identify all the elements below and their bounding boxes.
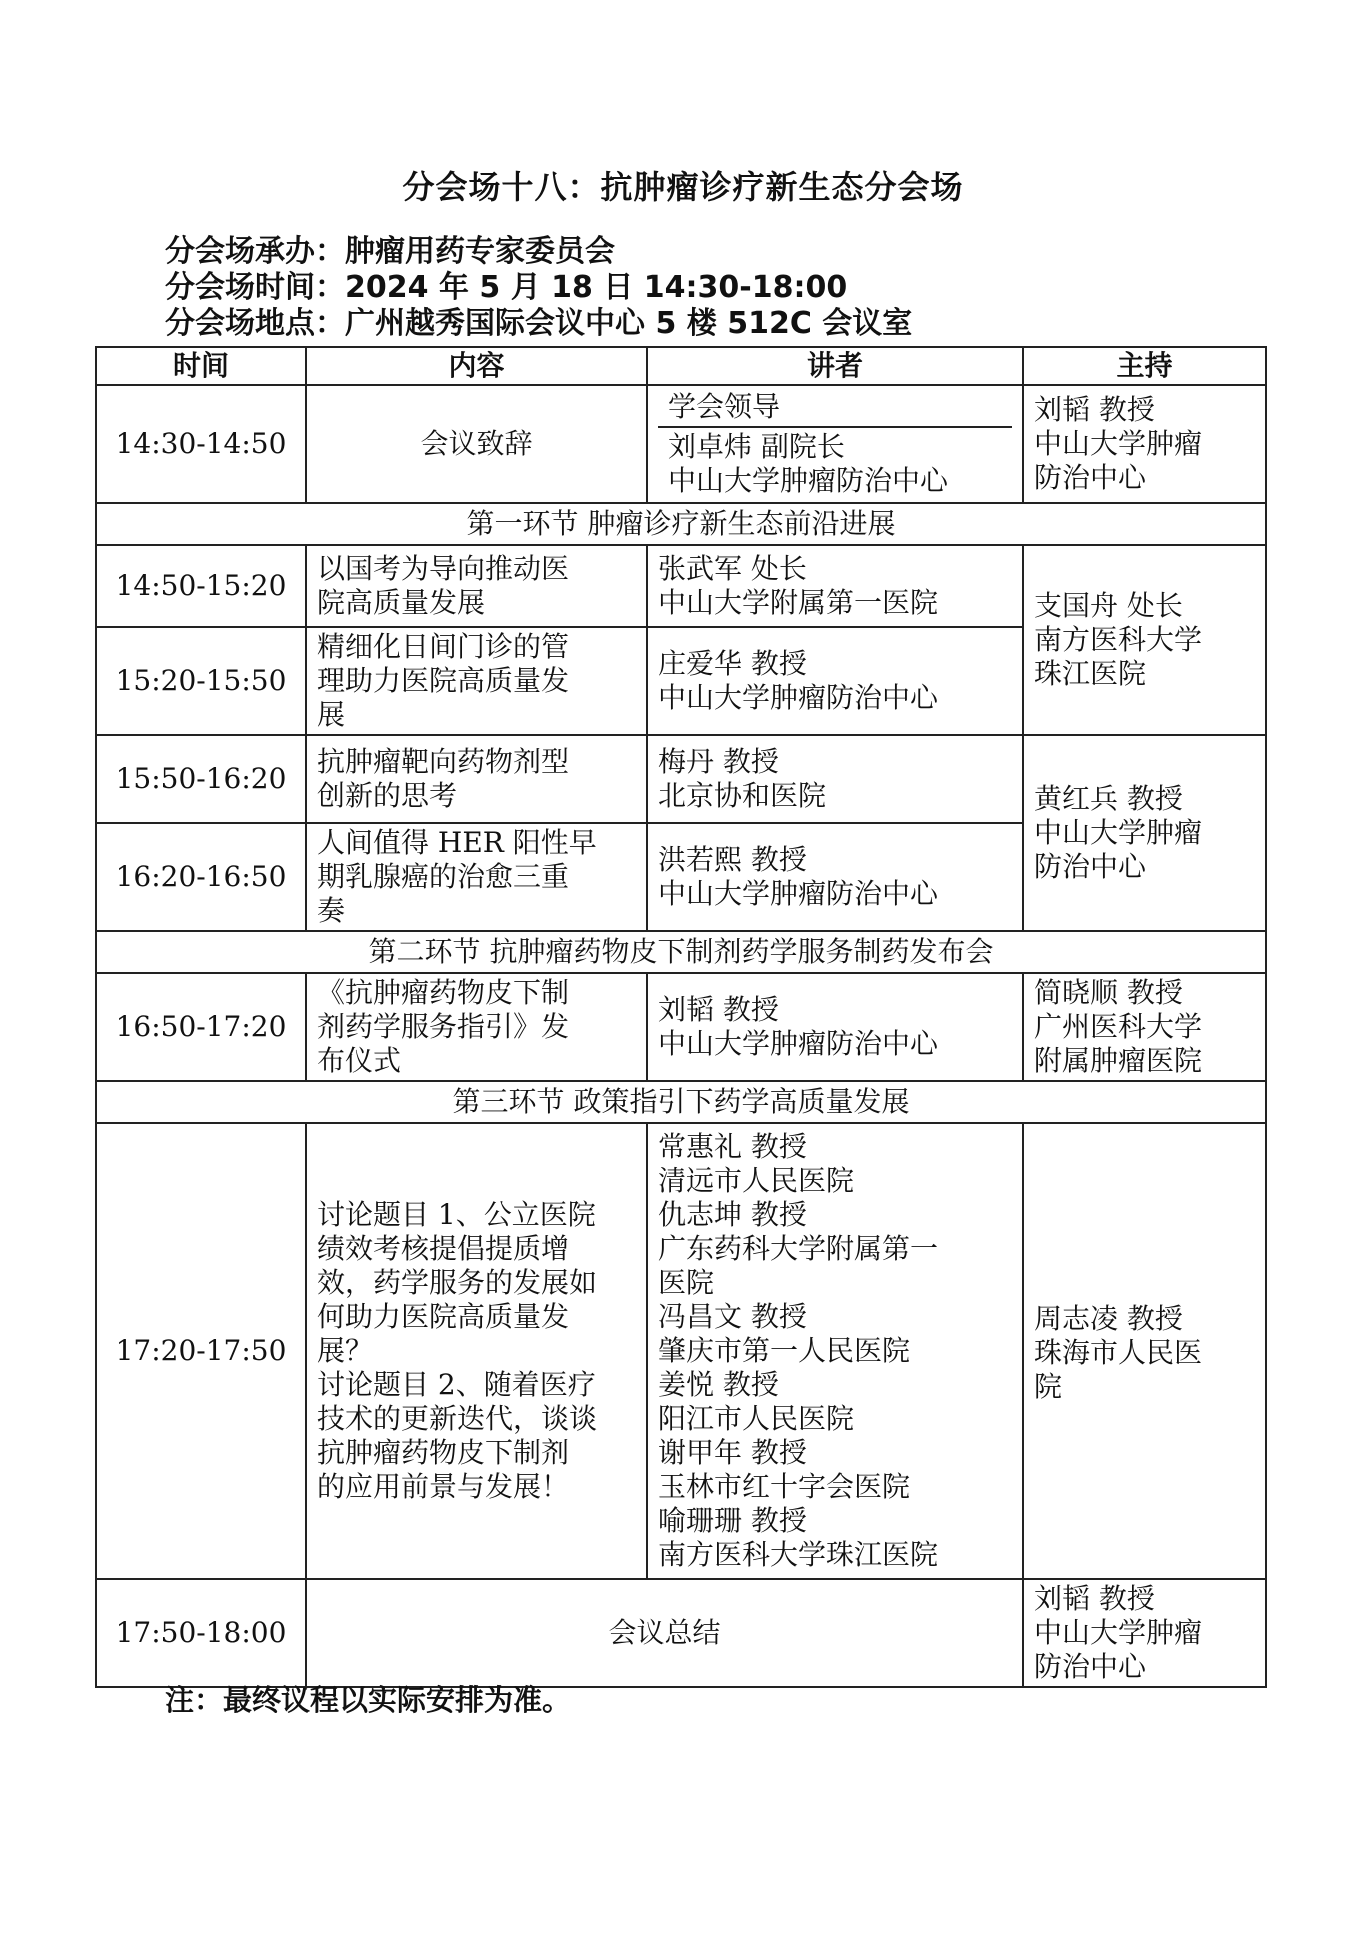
row-content bbox=[306, 823, 647, 931]
row-host bbox=[1023, 735, 1266, 931]
content-line: 讨论题目 1、公立医院 bbox=[317, 1198, 596, 1231]
content-line: 创新的思考 bbox=[317, 779, 458, 812]
host-line: 珠海市人民医 bbox=[1034, 1336, 1203, 1369]
section-row bbox=[96, 503, 1266, 545]
row-time: 14:50-15:20 bbox=[96, 545, 306, 627]
speaker-line: 庄爱华 教授 bbox=[658, 647, 807, 680]
content-line: 讨论题目 2、随着医疗 bbox=[317, 1368, 596, 1401]
row-content: 会议总结 bbox=[306, 1579, 1023, 1687]
table-row bbox=[96, 1579, 1266, 1687]
content-line: 布仪式 bbox=[317, 1044, 402, 1077]
host-line: 黄红兵 教授 bbox=[1034, 782, 1183, 815]
content-line: 展？ bbox=[317, 1334, 374, 1367]
row-speaker bbox=[647, 627, 1023, 735]
host-line: 防治中心 bbox=[1034, 850, 1147, 883]
info-time-value: 2024 年 5 月 18 日 14:30-18:00 bbox=[345, 270, 848, 305]
host-line: 防治中心 bbox=[1034, 1650, 1147, 1683]
speaker-line: 中山大学肿瘤防治中心 bbox=[658, 681, 939, 714]
content-line: 人间值得 HER 阳性早 bbox=[317, 826, 597, 859]
row-host bbox=[1023, 973, 1266, 1081]
table-row bbox=[96, 545, 1266, 627]
speaker-line: 阳江市人民医院 bbox=[658, 1402, 855, 1435]
host-line: 南方医科大学 bbox=[1034, 623, 1203, 656]
host-line: 刘韬 教授 bbox=[1034, 393, 1155, 426]
speaker-line: 梅丹 教授 bbox=[658, 745, 779, 778]
content-line: 奏 bbox=[317, 894, 346, 927]
row-content: 会议致辞 bbox=[306, 385, 647, 503]
table-header-row bbox=[96, 347, 1266, 385]
info-location-value: 广州越秀国际会议中心 5 楼 512C 会议室 bbox=[345, 306, 913, 341]
speaker-line: 中山大学附属第一医院 bbox=[658, 586, 939, 619]
speaker-block bbox=[658, 426, 1012, 500]
row-speaker bbox=[647, 823, 1023, 931]
content-line: 抗肿瘤靶向药物剂型 bbox=[317, 745, 570, 778]
row-speaker bbox=[647, 1123, 1023, 1579]
speaker-line: 常惠礼 教授 bbox=[658, 1130, 807, 1163]
info-location bbox=[165, 306, 912, 342]
speaker-line: 清远市人民医院 bbox=[658, 1164, 855, 1197]
header-time: 时间 bbox=[96, 347, 306, 385]
speaker-line: 医院 bbox=[658, 1266, 715, 1299]
section-row bbox=[96, 1081, 1266, 1123]
row-speaker bbox=[647, 385, 1023, 503]
content-line: 期乳腺癌的治愈三重 bbox=[317, 860, 570, 893]
header-speaker: 讲者 bbox=[647, 347, 1023, 385]
host-line: 中山大学肿瘤 bbox=[1034, 816, 1203, 849]
content-line: 效，药学服务的发展如 bbox=[317, 1266, 598, 1299]
table-row bbox=[96, 735, 1266, 823]
row-content bbox=[306, 973, 647, 1081]
speaker-line: 喻珊珊 教授 bbox=[658, 1504, 807, 1537]
row-host bbox=[1023, 1123, 1266, 1579]
speaker-line: 谢甲年 教授 bbox=[658, 1436, 807, 1469]
speaker-line: 刘卓炜 副院长 bbox=[668, 430, 845, 463]
footnote: 注：最终议程以实际安排为准。 bbox=[165, 1683, 572, 1717]
row-speaker bbox=[647, 973, 1023, 1081]
section-row bbox=[96, 931, 1266, 973]
row-content bbox=[306, 735, 647, 823]
row-content bbox=[306, 1123, 647, 1579]
header-content: 内容 bbox=[306, 347, 647, 385]
content-line: 展 bbox=[317, 698, 346, 731]
info-location-label: 分会场地点： bbox=[165, 306, 345, 341]
speaker-line: 张武军 处长 bbox=[658, 552, 807, 585]
speaker-line: 姜悦 教授 bbox=[658, 1368, 779, 1401]
section-title: 第一环节 肿瘤诊疗新生态前沿进展 bbox=[96, 503, 1266, 545]
speaker-line: 玉林市红十字会医院 bbox=[658, 1470, 911, 1503]
row-time: 17:20-17:50 bbox=[96, 1123, 306, 1579]
page-title: 分会场十八：抗肿瘤诊疗新生态分会场 bbox=[402, 168, 964, 206]
host-line: 附属肿瘤医院 bbox=[1034, 1044, 1203, 1077]
table-row bbox=[96, 1123, 1266, 1579]
speaker-line: 广东药科大学附属第一 bbox=[658, 1232, 939, 1265]
row-time: 15:20-15:50 bbox=[96, 627, 306, 735]
header-host: 主持 bbox=[1023, 347, 1266, 385]
row-content bbox=[306, 627, 647, 735]
content-line: 剂药学服务指引》发 bbox=[317, 1010, 570, 1043]
content-line: 以国考为导向推动医 bbox=[317, 552, 570, 585]
row-time: 17:50-18:00 bbox=[96, 1579, 306, 1687]
host-line: 中山大学肿瘤 bbox=[1034, 427, 1203, 460]
row-host bbox=[1023, 385, 1266, 503]
content-line: 院高质量发展 bbox=[317, 586, 486, 619]
info-time-label: 分会场时间： bbox=[165, 270, 345, 305]
agenda-table bbox=[95, 346, 1267, 1688]
speaker-line: 学会领导 bbox=[668, 390, 781, 423]
row-time: 16:50-17:20 bbox=[96, 973, 306, 1081]
row-time: 14:30-14:50 bbox=[96, 385, 306, 503]
info-organizer-label: 分会场承办： bbox=[165, 234, 345, 269]
speaker-line: 南方医科大学珠江医院 bbox=[658, 1538, 939, 1571]
host-line: 简晓顺 教授 bbox=[1034, 976, 1183, 1009]
row-host bbox=[1023, 1579, 1266, 1687]
row-time: 16:20-16:50 bbox=[96, 823, 306, 931]
info-organizer bbox=[165, 234, 615, 270]
row-speaker bbox=[647, 735, 1023, 823]
section-title: 第二环节 抗肿瘤药物皮下制剂药学服务制药发布会 bbox=[96, 931, 1266, 973]
host-line: 刘韬 教授 bbox=[1034, 1582, 1155, 1615]
content-line: 技术的更新迭代，谈谈 bbox=[317, 1402, 598, 1435]
section-title: 第三环节 政策指引下药学高质量发展 bbox=[96, 1081, 1266, 1123]
content-line: 的应用前景与发展！ bbox=[317, 1470, 570, 1503]
speaker-line: 中山大学肿瘤防治中心 bbox=[658, 1027, 939, 1060]
host-line: 支国舟 处长 bbox=[1034, 589, 1183, 622]
speaker-line: 刘韬 教授 bbox=[658, 993, 779, 1026]
speaker-line: 肇庆市第一人民医院 bbox=[658, 1334, 911, 1367]
host-line: 院 bbox=[1034, 1370, 1063, 1403]
host-line: 中山大学肿瘤 bbox=[1034, 1616, 1203, 1649]
host-line: 防治中心 bbox=[1034, 461, 1147, 494]
info-organizer-value: 肿瘤用药专家委员会 bbox=[345, 234, 615, 269]
speaker-line: 中山大学肿瘤防治中心 bbox=[668, 464, 949, 497]
content-line: 绩效考核提倡提质增 bbox=[317, 1232, 570, 1265]
content-line: 精细化日间门诊的管 bbox=[317, 630, 570, 663]
info-time bbox=[165, 270, 847, 306]
table-row bbox=[96, 973, 1266, 1081]
host-line: 珠江医院 bbox=[1034, 657, 1147, 690]
speaker-line: 冯昌文 教授 bbox=[658, 1300, 807, 1333]
content-line: 理助力医院高质量发 bbox=[317, 664, 570, 697]
speaker-block bbox=[658, 388, 1012, 426]
content-line: 何助力医院高质量发 bbox=[317, 1300, 570, 1333]
content-line: 《抗肿瘤药物皮下制 bbox=[317, 976, 570, 1009]
host-line: 周志凌 教授 bbox=[1034, 1302, 1183, 1335]
row-time: 15:50-16:20 bbox=[96, 735, 306, 823]
row-speaker bbox=[647, 545, 1023, 627]
speaker-line: 仇志坤 教授 bbox=[658, 1198, 807, 1231]
row-host bbox=[1023, 545, 1266, 735]
content-line: 抗肿瘤药物皮下制剂 bbox=[317, 1436, 570, 1469]
row-content bbox=[306, 545, 647, 627]
table-row bbox=[96, 385, 1266, 503]
speaker-line: 中山大学肿瘤防治中心 bbox=[658, 877, 939, 910]
speaker-line: 洪若熙 教授 bbox=[658, 843, 807, 876]
speaker-line: 北京协和医院 bbox=[658, 779, 827, 812]
host-line: 广州医科大学 bbox=[1034, 1010, 1203, 1043]
